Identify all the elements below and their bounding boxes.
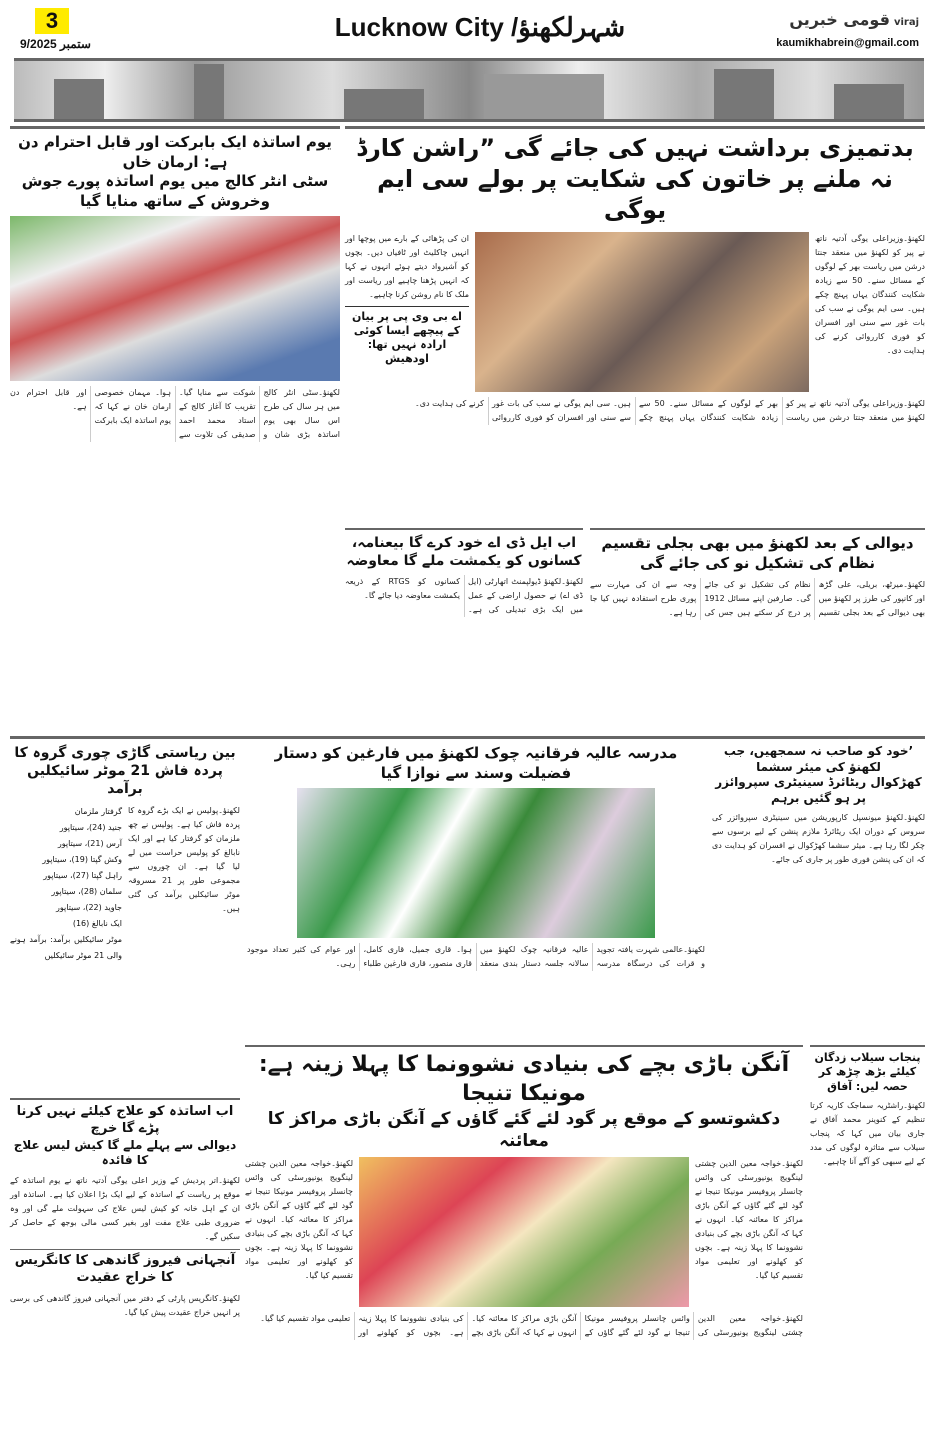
feroz-gandhi-headline: آنجہانی فیروز گاندھی کا کانگریس کا خراج عقیدت: [10, 1249, 240, 1287]
issue-date: 9/ستمبر 2025: [20, 37, 91, 51]
teachers-day-body: لکھنؤ۔سٹی انٹر کالج میں ہر سال کی طرح اس سال بھی یوم اساتذہ بڑی شان و شوکت سے منایا گیا۔ تقریب کا آغاز کالج کے استاد محمد احمد صدیقی کی تلاوت سے ہوا۔ مہمان خصوصی ارمان خان نے کہا کہ یوم اساتذہ ایک بابرکت اور قابل احترام دن ہے۔: [10, 388, 340, 439]
teacher-treatment-headline-line1: اب اساتذہ کو علاج کیلئے نہیں کرنا پڑے گا خرچ: [16, 1104, 234, 1136]
punjab-flood-article: [810, 1045, 925, 1169]
yogi-headline-line1: بدتمیزی برداشت نہیں کی جائے گی ”راشن کارڈ: [356, 134, 914, 162]
madrasa-body: لکھنؤ۔عالمی شہرت یافتہ تجوید و قرات کی درسگاہ مدرسہ عالیہ فرقانیہ چوک لکھنؤ میں سالانہ جلسہ دستار بندی منعقد ہوا۔ قاری جمیل، قاری کامل، قاری منصور، قاری فارغین طلباء اور عوام کی کثیر تعداد موجود رہی۔: [247, 945, 705, 968]
arrested-item: سلمان (28)، سیتاپور: [51, 886, 122, 896]
teachers-day-headline-line2: سٹی انٹر کالج میں یوم اساتذہ پورے جوش وخروش کے ساتھ منایا گیا: [21, 172, 329, 210]
teachers-day-headline: [10, 133, 340, 211]
madrasa-graduation-photo: [297, 788, 655, 938]
teachers-day-headline-line1: یوم اساتذہ ایک بابرکت اور قابل احترام دن ہے: ارمان خاں: [18, 133, 332, 171]
arrested-item: آرس (21)، سیتاپور: [57, 838, 122, 848]
contact-email: kaumikhabrein@gmail.com: [776, 37, 919, 49]
vehicle-theft-body: لکھنؤ۔پولیس نے ایک بڑے گروہ کا پردہ فاش کیا ہے۔ پولیس نے چھ ملزمان کو گرفتار کیا ہے اور ایک نابالغ کو پولیس حراست میں لے لیا گیا ہے۔ ان چوروں سے مجموعی طور پر 21 مسروقہ موٹر سائیکلیں برآمد کی گئی ہیں۔: [128, 805, 240, 913]
arrested-item: راہل گپتا (27)، سیتاپور: [43, 870, 122, 880]
logo-text: قومی خبریں: [789, 10, 890, 29]
teacher-treatment-body: لکھنؤ۔اتر پردیش کے وزیر اعلی یوگی آدتیہ ناتھ نے یوم اساتذہ کے موقع پر ریاست کے اساتذہ کے لیے ایک بڑا اعلان کیا ہے۔ اساتذہ اور ان کے اہل خانہ کو کیش لیس علاج کی سہولت ملے گی اور وہ ضروری طبی علاج مفت اور بغیر کسی مالی بوجھ کے حاصل کر سکیں گے۔: [10, 1175, 240, 1241]
lda-headline: اب ایل ڈی اے خود کرے گا بیعنامہ، کسانوں کو یکمشت ملے گا معاوضہ: [346, 535, 582, 570]
newspaper-logo: [789, 10, 919, 29]
teachers-day-article: [10, 126, 340, 442]
abvp-subheadline: اے بی وی پی پر بیان کے پیچھے ایسا کوئی ارادہ نہیں تھا: اودھیش: [345, 306, 469, 367]
anganwadi-body-bottom: لکھنؤ۔خواجہ معین الدین چشتی لینگویج یونیورسٹی کی وائس چانسلر پروفیسر مونیکا تنیجا نے گود لئے گئے گاؤں کے آنگن باڑی مراکز کا معائنہ کیا۔ انہوں نے کہا کہ آنگن باڑی بچے کی بنیادی نشوونما کا پہلا زینہ ہے۔ بچوں کو کھلونے اور تعلیمی مواد تقسیم کیا گیا۔: [260, 1314, 803, 1338]
city-skyline-banner: [14, 58, 924, 122]
vehicle-theft-article: [10, 744, 240, 964]
khurd-article: [712, 744, 925, 867]
anganwadi-children-photo: [359, 1157, 689, 1307]
logo-mark: viraj: [893, 17, 919, 28]
khurd-headline-line1: ’خود کو صاحب نہ سمجھیں، جب لکھنؤ کی میئر سشما: [723, 744, 914, 774]
recovered-note: موٹر سائیکلیں برآمد: برآمد ہونے والی 21 موٹر سائیکلیں: [10, 934, 122, 960]
khurd-body: لکھنؤ۔لکھنؤ میونسپل کارپوریشن میں سینیٹری سپروائزر کی سروس کے دوران ایک ریٹائرڈ ملازم پنشن کے لیے برسوں سے چکر لگا رہا ہے۔ میئر سشما کھڑکوال نے افسران کو ہدایت دی کہ ان کی پنشن فوری طور پر جاری کی جائے۔: [712, 813, 925, 865]
lda-body: لکھنؤ۔لکھنؤ ڈیولپمنٹ اتھارٹی (ایل ڈی اے) نے حصول اراضی کے عمل میں ایک بڑی تبدیلی کی ہے۔ کسانوں کو RTGS کے ذریعہ یکمشت معاوضہ دیا جائے گا۔: [345, 577, 583, 615]
anganwadi-headline-line2: دکشوتسو کے موقع پر گود لئے گئے گاؤں کے آنگن باڑی مراکز کا معائنہ: [267, 1109, 781, 1152]
arrested-item: جاوید (22)، سیتاپور: [56, 902, 122, 912]
arrested-item: وکش گپتا (19)، سیتاپور: [42, 854, 122, 864]
madrasa-article: [247, 744, 705, 971]
anganwadi-body-side: لکھنؤ۔خواجہ معین الدین چشتی لینگویج یونیورسٹی کی وائس چانسلر پروفیسر مونیکا تنیجا نے گود لئے گئے گاؤں کے آنگن باڑی مراکز کا معائنہ کیا۔ انہوں نے کہا کہ آنگن باڑی بچے کی بنیادی نشوونما کا پہلا زینہ ہے۔ بچوں کو کھلونے اور تعلیمی مواد تقسیم کیا گیا۔: [695, 1159, 803, 1281]
yogi-janta-darshan-photo: [475, 232, 809, 392]
arrested-label: گرفتار ملزمان: [74, 806, 122, 816]
diwali-headline: دیوالی کے بعد لکھنؤ میں بھی بجلی تقسیم نظام کی تشکیل نو کی جائے گی: [601, 534, 914, 572]
section-divider: [10, 736, 925, 739]
lda-article: [345, 528, 583, 617]
yogi-body-col2: ان کی پڑھائی کے بارے میں پوچھا اور انہیں چاکلیٹ اور ٹافیاں دیں۔ بچوں کو آشیرواد دیتے ہوئے انہوں نے کہا کہ انہیں پڑھنا چاہیے اور ریاست اور ملک کا نام روشن کرنا چاہیے۔: [345, 233, 469, 299]
page-number: 3: [35, 8, 69, 34]
teacher-treatment-headline-line2: دیوالی سے پہلے ملے گا کیش لیس علاج کا فائدہ: [13, 1137, 237, 1168]
anganwadi-article: [245, 1045, 803, 1340]
diwali-article: [590, 528, 925, 620]
khurd-headline-line2: کھڑکوال ریٹائرڈ سینیٹری سپروائزر پر ہو گئیں برہم: [715, 775, 922, 805]
yogi-body-bottom: لکھنؤ۔وزیراعلی یوگی آدتیہ ناتھ نے پیر کو لکھنؤ میں منعقد جنتا درشن میں ریاست بھر کے لوگوں کے مسائل سنے۔ 50 سے زیادہ شکایت کنندگان یہاں پہنچ چکے ہیں۔ سی ایم یوگی نے سب کی بات غور سے سنی اور افسران کو فوری کارروائی کرنے کی ہدایت دی۔: [415, 398, 925, 422]
teacher-treatment-headline: [10, 1104, 240, 1169]
anganwadi-headline: [245, 1051, 803, 1152]
arrested-item: ایک نابالغ (16): [72, 918, 122, 928]
arrested-list: [10, 804, 122, 964]
section-title: Lucknow City /شہرلکھنؤ: [334, 12, 626, 42]
madrasa-headline: مدرسہ عالیہ فرقانیہ چوک لکھنؤ میں فارغین کو دستار فضیلت وسند سے نوازا گیا: [274, 744, 678, 782]
yogi-headline-line2: نہ ملنے پر خاتون کی شکایت پر بولے سی ایم یوگی: [377, 165, 893, 225]
arrested-item: جنید (24)، سیتاپور: [59, 822, 122, 832]
feroz-gandhi-body: لکھنؤ۔کانگریس پارٹی کے دفتر میں آنجہانی فیروز گاندھی کی برسی پر انہیں خراج عقیدت پیش کیا گیا۔: [10, 1293, 240, 1317]
yogi-article: [345, 126, 925, 425]
punjab-flood-body: لکھنؤ۔راشٹریہ سماجک کاریہ کرتا تنظیم کے کنوینر محمد آفاق نے جاری بیان میں کہا کہ پنجاب سیلاب سے متاثرہ لوگوں کی مدد کے لیے سبھی کو آگے آنا چاہیے۔: [810, 1100, 925, 1166]
diwali-body: لکھنؤ۔میرٹھ، بریلی، علی گڑھ اور کانپور کی طرز پر لکھنؤ میں بھی دیوالی کے بعد بجلی تقسیم نظام کی تشکیل نو کی جائے گی۔ صارفین اپنے مسائل 1912 پر درج کر سکتے ہیں جس کی وجہ سے ان کی مہارت سے پوری طرح استفادہ نہیں کیا جا رہا ہے۔: [590, 580, 925, 617]
yogi-headline: [345, 133, 925, 227]
khurd-headline: [712, 744, 925, 806]
punjab-flood-headline: پنجاب سیلاب زدگان کیلئے بڑھ چڑھ کر حصہ لیں: آفاق: [814, 1051, 921, 1093]
anganwadi-body-left: لکھنؤ۔خواجہ معین الدین چشتی لینگویج یونیورسٹی کی وائس چانسلر پروفیسر مونیکا تنیجا نے گود لئے گئے گاؤں کے آنگن باڑی مراکز کا معائنہ کیا۔ انہوں نے کہا کہ آنگن باڑی بچے کی بنیادی نشوونما کا پہلا زینہ ہے۔ بچوں کو کھلونے اور تعلیمی مواد تقسیم کیا گیا۔: [245, 1159, 353, 1281]
teacher-treatment-article: [10, 1098, 240, 1320]
vehicle-theft-headline: بین ریاستی گاڑی چوری گروہ کا پردہ فاش 21 موٹر سائیکلیں برآمد: [14, 745, 236, 798]
teachers-day-photo: [10, 216, 340, 381]
yogi-body-col1: لکھنؤ۔وزیراعلی یوگی آدتیہ ناتھ نے پیر کو لکھنؤ میں منعقد جنتا درشن میں ریاست بھر کے لوگوں کے مسائل سنے۔ 50 سے زیادہ شکایت کنندگان یہاں پہنچ چکے ہیں۔ سی ایم یوگی نے سب کی بات غور سے سنی اور افسران کو فوری کارروائی کرنے کی ہدایت دی۔: [815, 233, 925, 355]
anganwadi-headline-line1: آنگن باڑی بچے کی بنیادی نشوونما کا پہلا زینہ ہے: مونیکا تنیجا: [258, 1052, 790, 1106]
